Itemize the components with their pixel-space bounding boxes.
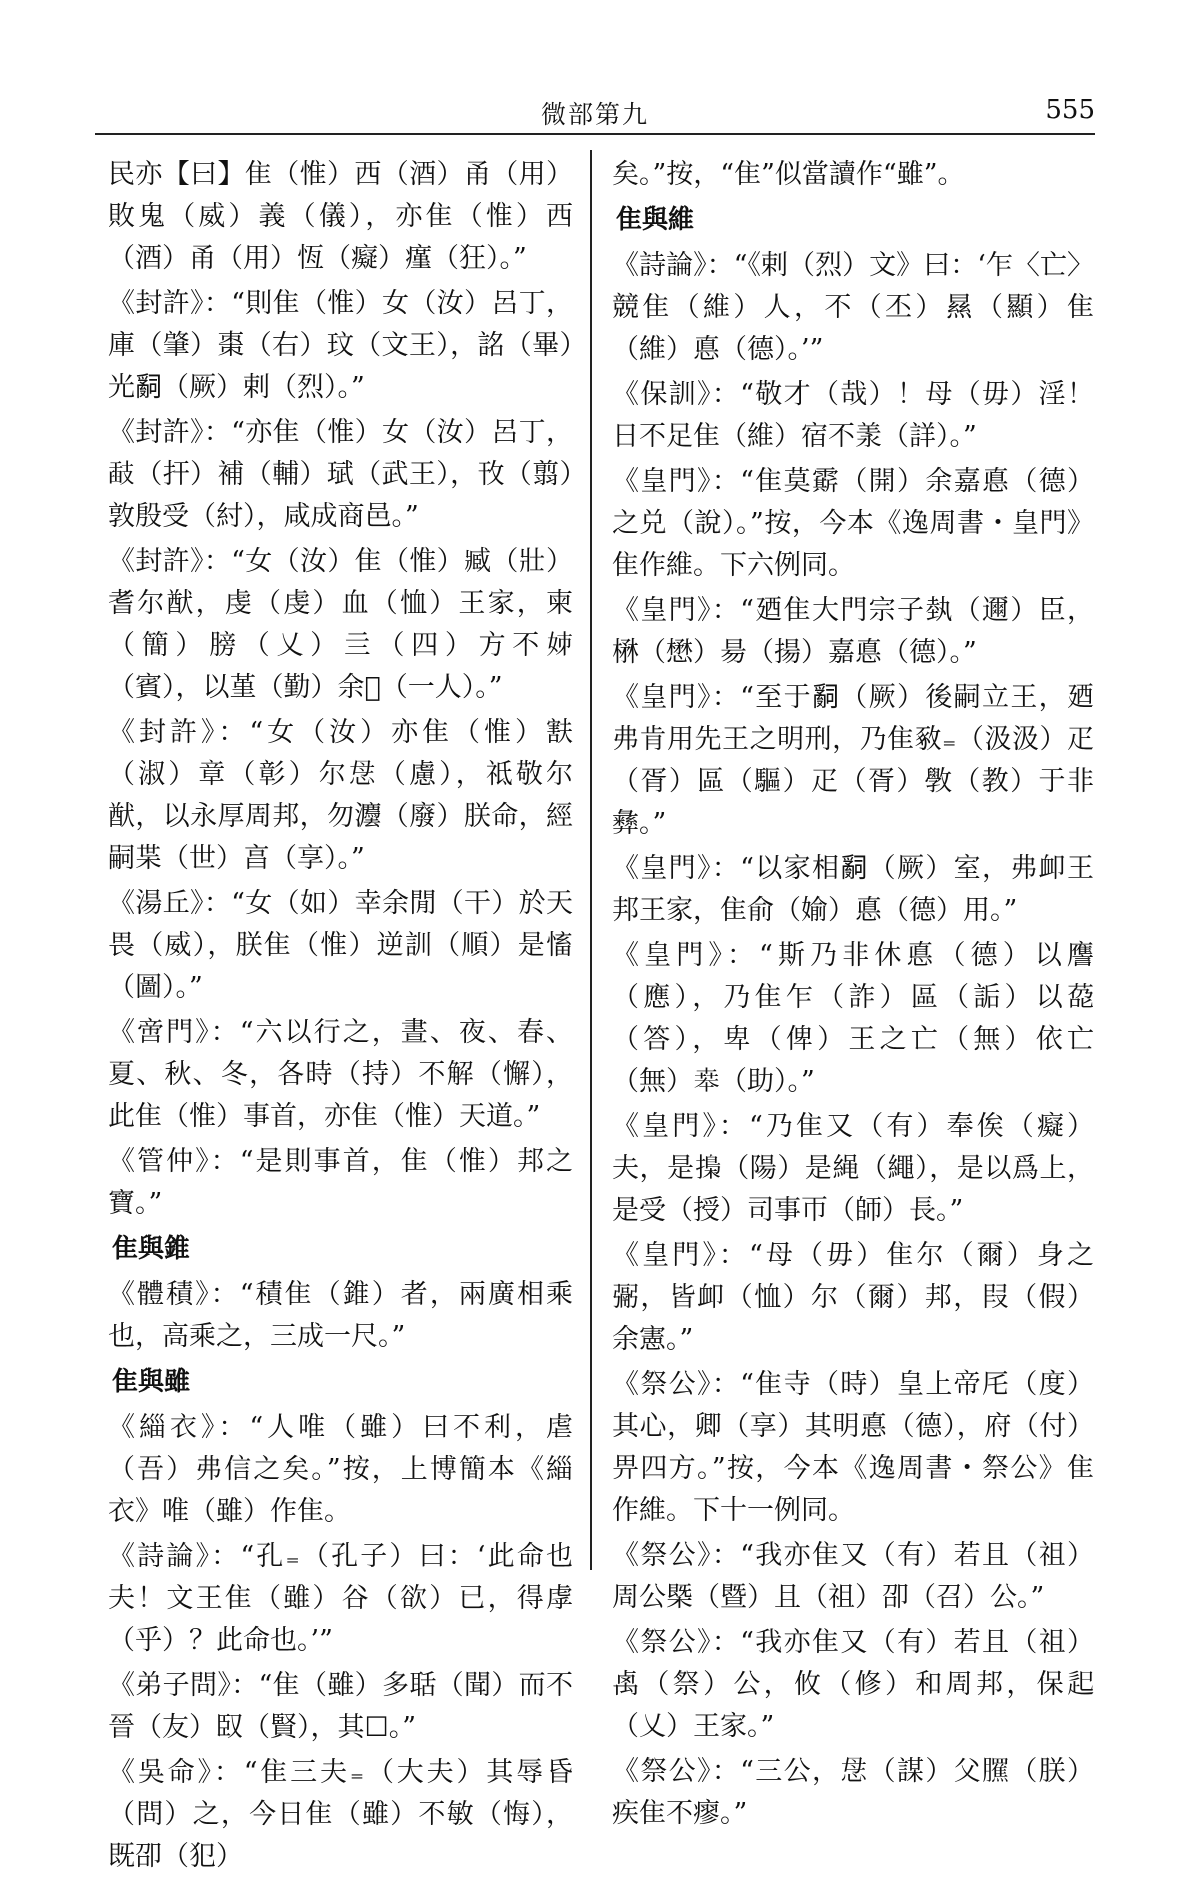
running-head: 微部第九	[540, 100, 649, 129]
citation-entry: 《封許》：“女（汝）隹（惟）臧（壯）耆尔猷，虔（虔）血（恤）王家，柬（簡）膀（乂）亖（四）方不𡛷（賓），以堇（勤）余𠀆（一人）。”	[108, 546, 573, 703]
section-heading: 隹與雖	[112, 1367, 191, 1397]
citation-entry: 《管仲》：“是則事首，隹（惟）邦之寶。”	[108, 1146, 573, 1219]
citation-entry: 《緇衣》：“人唯（雖）曰不利，虐（吾）弗信之矣。”按，上博簡本《緇衣》唯（雖）作隹。	[108, 1412, 573, 1527]
section-heading: 隹與維	[616, 205, 695, 235]
citation-entry: 《吳命》：“隹三夫₌（大夫）其辱昏（問）之，今日隹（雖）不敏（悔），既卲（犯）	[108, 1757, 573, 1872]
right-column	[612, 154, 1094, 1838]
citation-entry: 《祭公》：“我亦隹又（有）若且（祖）周公槩（暨）且（祖）卲（召）公。”	[612, 1540, 1094, 1613]
citation-entry: 《詩論》：“孔₌（孔子）曰：‘此命也夫！文王隹（雖）谷（欲）已，得虖（乎）？此命也。’”	[108, 1541, 573, 1656]
citation-entry: 《皇門》：“至于𤔲（厥）後嗣立王，廼弗肯用先王之明刑，乃隹𢽴₌（汲汲）疋（胥）區（驅）疋（胥）斆（教）于非彝。”	[612, 682, 1094, 839]
citation-entry: 《祭公》：“我亦隹又（有）若且（祖）𥜽（祭）公，攸（修）和周邦，保𨑔（乂）王家。”	[612, 1627, 1094, 1742]
citation-entry: 《皇門》：“隹莫𩅰（開）余嘉悳（德）之兑（說）。”按，今本《逸周書・皇門》隹作維。下六例同。	[612, 466, 1094, 581]
citation-entry: 民亦【曰】隹（惟）西（酒）甬（用）敗鬼（威）義（儀），亦隹（惟）西（酒）甬（用）恆（癡）瘽（狂）。”	[108, 159, 573, 274]
citation-entry: 《皇門》：“斯乃非休悳（德）以譍（應），乃隹乍（詐）區（詬）以㗡（答），卑（俾）王之亡（無）依亡（無）𠦪（助）。”	[612, 940, 1094, 1097]
citation-entry: 《皇門》：“母（毋）隹尔（爾）身之䰜，皆卹（恤）尔（爾）邦，叚（假）余憲。”	[612, 1240, 1094, 1355]
citation-entry: 《保訓》：“敬才（哉）！母（毋）淫！日不足隹（維）宿不羕（詳）。”	[612, 379, 1094, 452]
citation-entry: 《封許》：“則隹（惟）女（汝）呂丁，庫（肇）棗（右）玟（文王），詺（畢）光𤔲（厥）剌（烈）。”	[108, 288, 573, 403]
column-divider	[590, 150, 592, 1570]
citation-entry: 矣。”按，“隹”似當讀作“雖”。	[612, 159, 965, 190]
left-column	[108, 154, 573, 1881]
citation-entry: 《皇門》：“乃隹又（有）奉俟（癡）夫，是𢳚（陽）是䋲（繩），是以爲上，是受（授）司事帀（師）長。”	[612, 1111, 1094, 1226]
citation-entry: 《封許》：“女（汝）亦隹（惟）㝬（淑）章（彰）尔𢘓（慮），祗敬尔猷，以永厚周邦，勿灋（廢）朕命，經嗣枼（世）亯（享）。”	[108, 717, 573, 874]
citation-entry: 《湯丘》：“女（如）幸余閒（干）於天畏（威），朕隹（惟）逆訓（順）是慉（圖）。”	[108, 888, 573, 1003]
citation-entry: 《祭公》：“隹寺（時）皇上帝厇（度）其心，卿（享）其明悳（德），府（付）畀四方。”按，今本《逸周書・祭公》隹作維。下十一例同。	[612, 1369, 1094, 1526]
page-number: 555	[1045, 95, 1095, 125]
citation-entry: 《皇門》：“廼隹大門宗子埶（邇）臣，楙（懋）昜（揚）嘉悳（德）。”	[612, 595, 1094, 668]
citation-entry: 《體積》：“積隹（錐）者，兩廣相乘也，高乘之，三成一尺。”	[108, 1279, 573, 1352]
citation-entry: 《皇門》：“以家相𤔲（厥）室，弗卹王邦王家，隹俞（媮）悳（德）用。”	[612, 853, 1094, 926]
citation-entry: 《封許》：“亦隹（惟）女（汝）呂丁，𢻗（扞）補（輔）珷（武王），攼（翦）敦殷受（紂），咸成商邑。”	[108, 417, 573, 532]
citation-entry: 《啻門》：“六以行之，晝、夜、春、夏、秋、冬，各時（持）不解（懈），此隹（惟）事首，亦隹（惟）天道。”	[108, 1017, 573, 1132]
citation-entry: 《弟子問》：“隹（雖）多聒（聞）而不晉（友）臤（賢），其☐。”	[108, 1670, 573, 1743]
header-rule	[95, 133, 1095, 135]
page-header	[95, 95, 1095, 135]
section-heading: 隹與錐	[112, 1234, 191, 1264]
citation-entry: 《祭公》：“三公，𢘓（謀）父𦢺（朕）疾隹不瘳。”	[612, 1756, 1094, 1829]
citation-entry: 《詩論》：“《剌（烈）文》曰：‘乍〈亡〉競隹（維）人，不（丕）㬎（顯）隹（維）悳（德）。’”	[612, 250, 1094, 365]
